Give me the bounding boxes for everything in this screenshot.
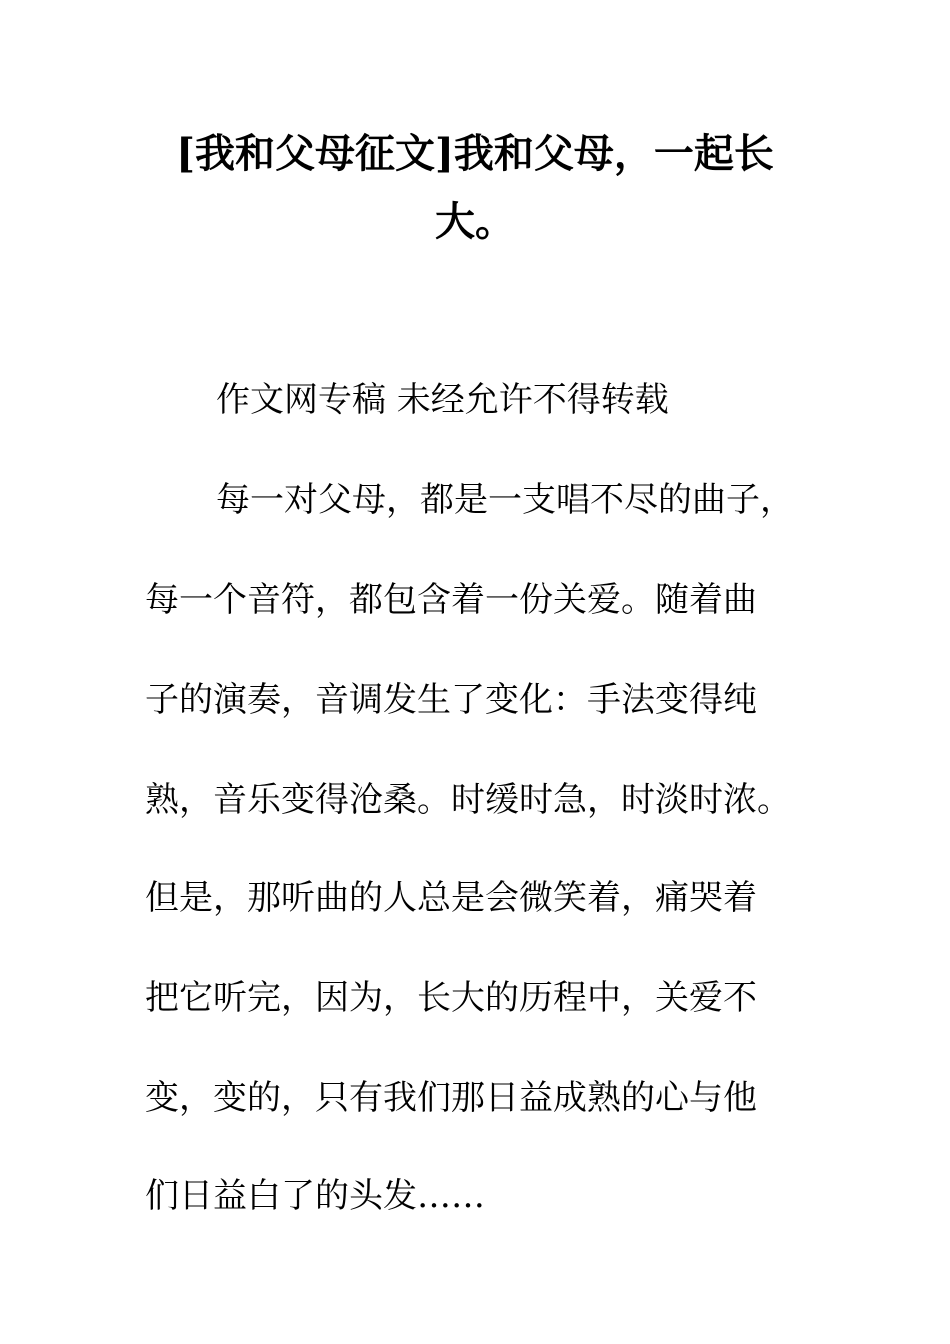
title-line-1: [我和父母征文]我和父母，一起长 [176,130,774,177]
document-title [145,120,805,256]
body-line-8: 们日益白了的头发…… [145,1176,485,1216]
body-line-6: 把它听完，因为，长大的历程中，关爱不 [145,978,757,1018]
body-line-4: 熟，音乐变得沧桑。时缓时急，时淡时浓。 [145,780,791,820]
title-line-2: 大。 [435,198,515,245]
byline: 作文网专稿 未经允许不得转载 [216,380,669,420]
body-line-5: 但是，那听曲的人总是会微笑着，痛哭着 [145,878,757,918]
body-line-2: 每一个音符，都包含着一份关爱。随着曲 [145,580,757,620]
body-line-7: 变，变的，只有我们那日益成熟的心与他 [145,1078,757,1118]
body-line-1: 每一对父母，都是一支唱不尽的曲子， [216,480,794,520]
body-line-3: 子的演奏，音调发生了变化：手法变得纯 [145,680,757,720]
